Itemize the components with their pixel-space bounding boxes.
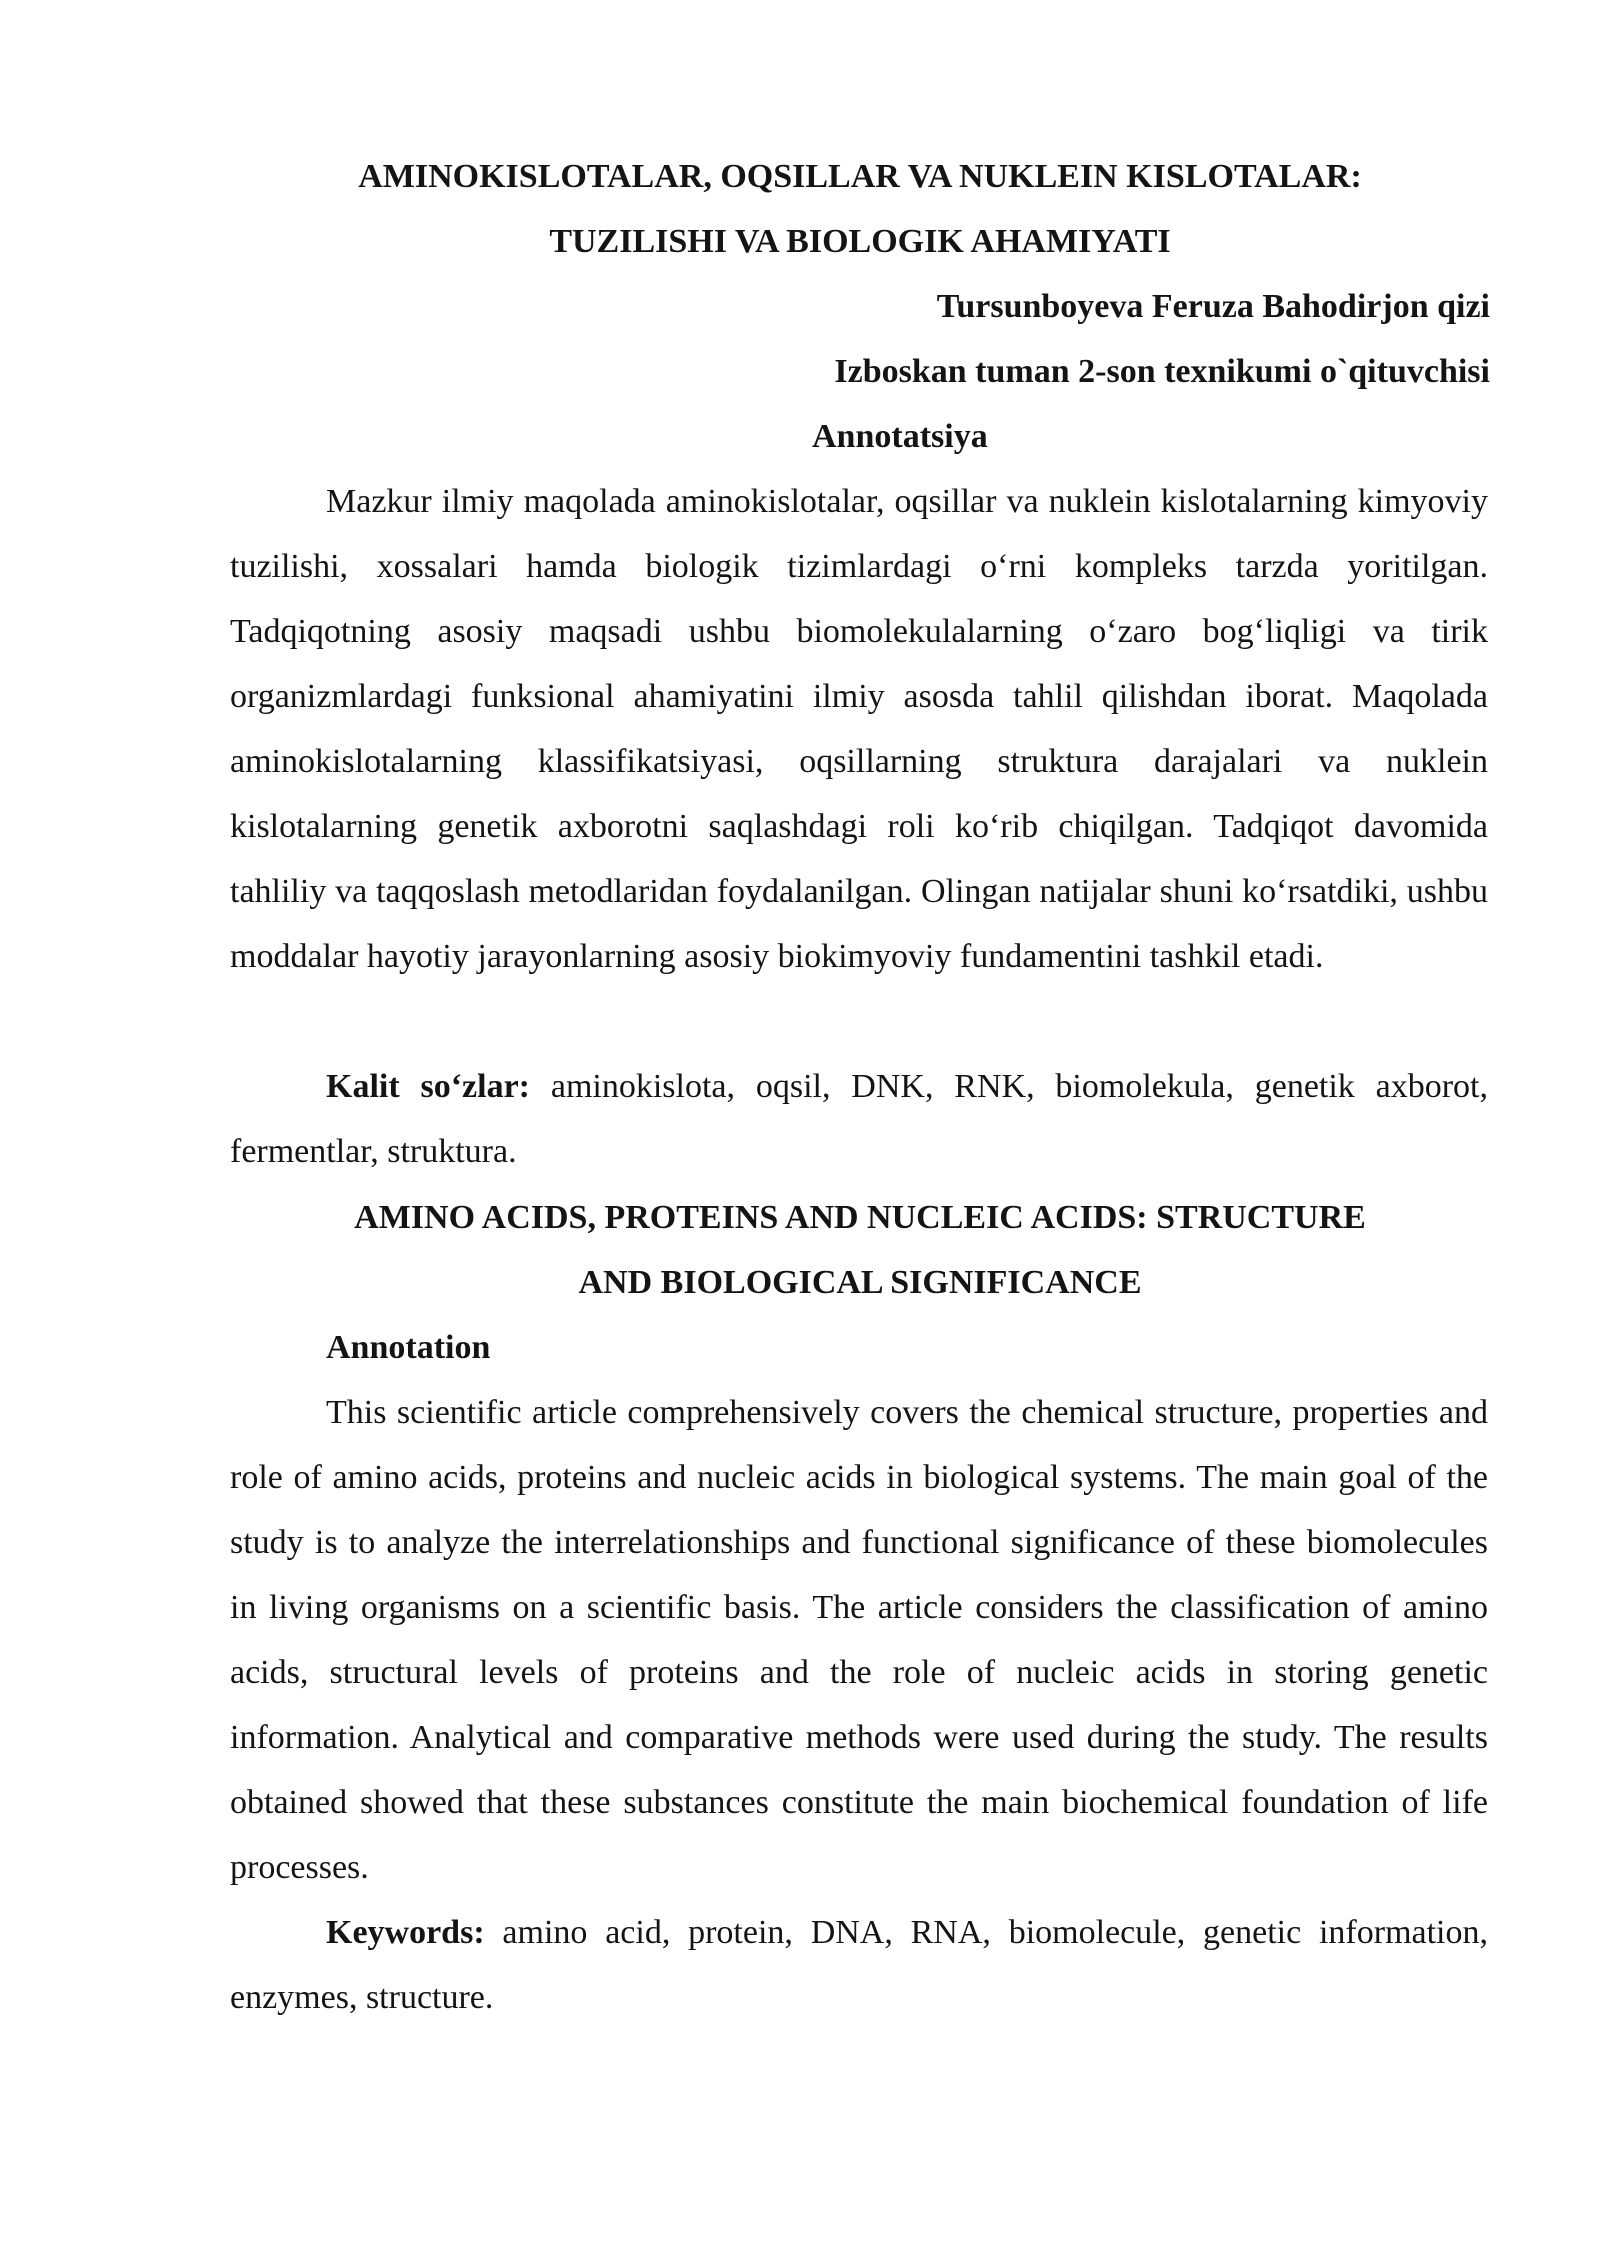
en-annotation-heading: Annotation — [326, 1329, 491, 1366]
uz-annotation-paragraph: Mazkur ilmiy maqolada aminokislotalar, oqsillar va nuklein kislotalarning kimyoviy tuzilishi, xossalari hamda biologik tizimlardagi o‘rni kompleks tarzda yoritilgan. Tadqiqotning asosiy maqsadi ushbu biomolekulalarning o‘zaro bog‘liqligi va tirik organizmlardagi funksional ahamiyatini ilmiy asosda tahlil qilishdan iborat. Maqolada aminokislotalarning klassifikatsiyasi, oqsillarning struktura darajalari va nuklein kislotalarning genetik axborotni saqlashdagi roli ko‘rib chiqilgan. Tadqiqot davomida tahliliy va taqqoslash metodlaridan foydalanilgan. Olingan natijalar shuni ko‘rsatdiki, ushbu moddalar hayotiy jarayonlarning asosiy biokimyoviy fundamentini tashkil etadi. — [230, 483, 1488, 975]
en-keywords-text: amino acid, protein, DNA, RNA, biomolecule, genetic information, enzymes, structure. — [230, 1914, 1488, 2016]
en-annotation-paragraph: This scientific article comprehensively covers the chemical structure, properties and role of amino acids, proteins and nucleic acids in biological systems. The main goal of the study is to analyze the interrelationships and functional significance of these biomolecules in living organisms on a scientific basis. The article considers the classification of amino acids, structural levels of proteins and the role of nucleic acids in storing genetic information. Analytical and comparative methods were used during the study. The results obtained showed that these substances constitute the main biochemical foundation of life processes. — [230, 1394, 1488, 1886]
uz-keywords-text: aminokislota, oqsil, DNK, RNK, biomolekula, genetik axborot, fermentlar, struktura. — [230, 1068, 1488, 1170]
uz-title-line1: AMINOKISLOTALAR, OQSILLAR VA NUKLEIN KISLOTALAR: — [358, 158, 1362, 195]
uz-title-line2: TUZILISHI VA BIOLOGIK AHAMIYATI — [549, 223, 1171, 260]
author-affiliation: Izboskan tuman 2-son texnikumi o`qituvchisi — [834, 353, 1490, 390]
en-title-line2: AND BIOLOGICAL SIGNIFICANCE — [578, 1264, 1142, 1301]
author-name: Tursunboyeva Feruza Bahodirjon qizi — [936, 288, 1490, 325]
uz-keywords-paragraph — [230, 1054, 1488, 1184]
en-keywords-label: Keywords: — [326, 1914, 485, 1951]
en-keywords-paragraph — [230, 1900, 1488, 2030]
uz-annotation-heading: Annotatsiya — [812, 418, 988, 455]
en-title-line1: AMINO ACIDS, PROTEINS AND NUCLEIC ACIDS: STRUCTURE — [354, 1199, 1366, 1236]
uz-keywords-label: Kalit so‘zlar: — [326, 1068, 531, 1105]
